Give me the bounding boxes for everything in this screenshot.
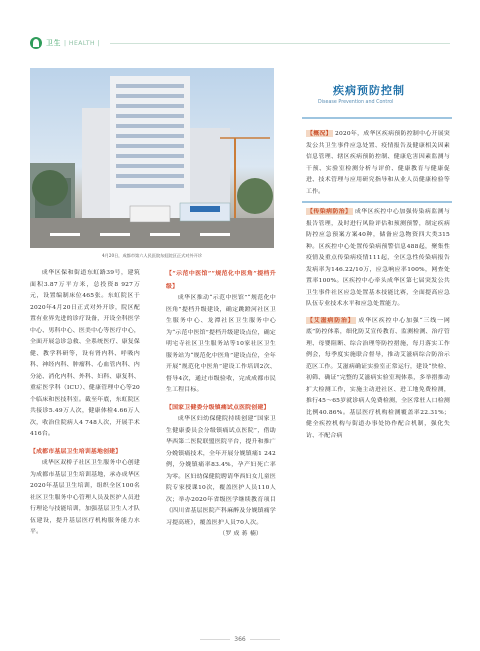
health-logo-icon — [30, 37, 42, 49]
box-top-rule — [302, 117, 452, 119]
col3-aids: 【艾滋病防治】 成华区疾控中心加强“三线一网底”防控体系，细化防艾宣传教育、监测检测、治疗管理、母婴阻断、综合治理等防控措施，每月落实工作例会，每季度实施联合督导，推动艾滋病综合防治示范区工作。艾滋病确证实验室正常运行，建设“快检、初筛、确证”完整的艾滋病实验室现体系，多举措推动扩大检测工作，实施主动进社区、进工地免费检测，推行45～65岁就诊病人免费检测，全区常驻人口检测比例40.86%。基层医疗机构检测覆盖率22.31%；健全疾控机构与街道办事处协作配合机制，强化失访、不配合病 — [306, 316, 451, 439]
col1-subhead: 【成都市基层卫生培训基地创建】 — [30, 447, 122, 455]
box-title: 疾病预防控制 — [333, 84, 405, 97]
col2-paragraph-2: 成华区妇幼保健院持续创建“国家卫生健康委员会分级镇痛试点医院”，借助华西第二医院联盟医院平台，提升和推广分娩镇痛技术，全年开展分娩镇痛1 242例，分娩镇痛率83.4%，孕产妇死亡率为零。区妇幼保健院聘请华西妇女儿童医院专家授课10次，覆盖医护人员110人次；举办2020年省级医学继续教育项目《四川省基层医院产科麻醉及分娩镇痛学习提高班》，覆盖医护人员70人次。 — [166, 416, 276, 526]
photo-caption: 4月20日，成都市第六人民医院东虹院区正式对外开诊 — [101, 253, 203, 258]
col2-author: （罗 成 蒋 楠） — [219, 531, 262, 537]
page-header — [30, 36, 100, 50]
header-section-en: | HEALTH | — [64, 39, 100, 47]
hospital-photo — [30, 68, 274, 248]
box-subtitle: Disease Prevention and Control — [318, 100, 394, 105]
column-3 — [306, 128, 450, 442]
hospital-photo-illustration — [30, 68, 274, 248]
header-section: 卫生 — [46, 39, 61, 47]
column-2 — [166, 268, 276, 541]
col1-paragraph-1: 成华区保和街道东虹路39号，建筑面积3.87万平方米，总投资8 927万元，设置编制床位465张。东虹院区于2020年4月20日正式对外开诊，院区配置有业界先进的诊疗设备，开设全科医学中心、男科中心、医美中心等医疗中心，全面开展急诊急救、全系统医疗、康复保健、教学科研等，设有肾内科、呼吸内科、神经内科、肿瘤科、心血管内科、内分泌、消化内科、外科、妇科、康复科、重症医学科（ICU）、健康管理中心等20个临床和医技科室。截至年底，东虹院区共接诊5.49万人次，健康体检4.66万人次，收治住院病人4 748人次，开展手术416台。 — [30, 270, 140, 437]
box-bottom-rule — [302, 201, 452, 203]
col3-overview: 【概况】 2020年，成华区疾病预防控制中心开展突发公共卫生事件应急处置、疫情报告及健康相关因素信息管理、辖区疾病预防控制、健康危害因素监测与干预、实验室检测分析与评价、健康教育与健康促进、技术管理与应用研究指导和从业人员健康检验等工作。 — [306, 130, 450, 195]
page-number-rule-right — [250, 639, 280, 640]
column-1 — [30, 268, 140, 539]
col2-subhead-2: 【国家卫健委分级镇痛试点医院创建】 — [166, 403, 270, 411]
col2-subhead-1: 【“示范中医馆”“规范化中医角”提档升级】 — [166, 270, 276, 290]
col1-paragraph-2: 成华区双桥子社区卫生服务中心创建为成都市基层卫生培训基地，承办成华区2020年基层卫生培训，组织全区100名社区卫生服务中心管理人员及医护人员进行理论与技能培训，加强基层卫生人才队伍建设，提升基层医疗机构服务能力水平。 — [30, 460, 140, 535]
col2-paragraph-1: 成华区推动“示范中医馆”“规范化中医角”提档升级建设，确定跳蹬河社区卫生服务中心、龙潭社区卫生服务中心为“示范中医馆”提档升级建设点位，确定明宅寺社区卫生服务站等10家社区卫生服务站为“规范化中医角”建设点位，全年开展“规范化中医角”建设工作培训2次、督导4次，通过市级验收，完成成都市民生工程目标。 — [166, 295, 276, 393]
col3-infectious: 【传染病防治】 成华区疾控中心加强传染病监测与报告管理，及时进行风险评估和预测预警，制定疾病防控应急预案方案40种，储备应急物资四大类315种。区疾控中心处置传染病预警信息488起，聚集性疫情及重点传染病疫情111起，全区急性传染病报告发病率为146.22/10万，应急响应率100%，网查处置率100%。区疾控中心牵头成华区第七届突发公共卫生事件社区应急处置基本技能比赛，全面提高应急队伍专业技术水平和应急处置能力。 — [306, 208, 451, 307]
header-rule — [110, 43, 450, 44]
page-number: 366 — [234, 636, 246, 643]
